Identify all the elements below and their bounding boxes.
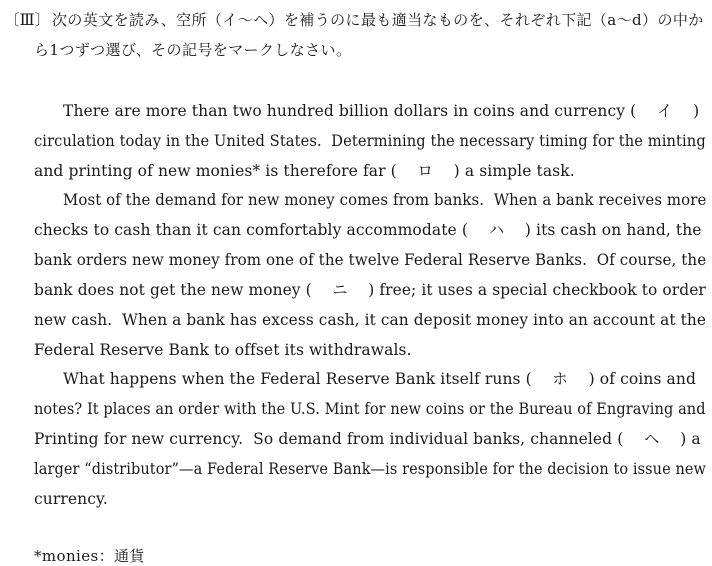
passage-line-12: Printing for new currency. So demand from individual banks, channeled ( ヘ ) a: [34, 430, 701, 448]
passage-line-14: currency.: [34, 490, 108, 508]
passage-line-9: Federal Reserve Bank to offset its withdrawals.: [34, 341, 412, 359]
passage-line-3: and printing of new monies* is therefore far ( ロ ) a simple task.: [34, 162, 575, 180]
instruction-line-2: ら1つずつ選び、その記号をマークしなさい。: [34, 41, 352, 59]
instruction-line-1: 次の英文を読み、空所（イ～ヘ）を補うのに最も適当なものを、それぞれ下記（a～d）の中か: [52, 11, 704, 29]
passage-line-5: checks to cash than it can comfortably accommodate ( ハ ) its cash on hand, the: [34, 221, 702, 239]
passage-line-1: There are more than two hundred billion dollars in coins and currency ( イ ): [63, 102, 700, 120]
section-marker: 〔Ⅲ〕: [4, 11, 51, 29]
passage-line-13: larger “distributor”—a Federal Reserve Bank—is responsible for the decision to issue new: [34, 460, 707, 478]
passage-line-2: circulation today in the United States. Determining the necessary timing for the minting: [34, 132, 706, 150]
passage-line-11: notes? It places an order with the U.S. Mint for new coins or the Bureau of Engraving and: [34, 400, 706, 418]
passage-line-10: What happens when the Federal Reserve Bank itself runs ( ホ ) of coins and: [63, 370, 696, 388]
passage-line-6: bank orders new money from one of the twelve Federal Reserve Banks. Of course, the: [34, 251, 707, 269]
passage-line-7: bank does not get the new money ( ニ ) free; it uses a special checkbook to order: [34, 281, 706, 299]
passage-line-8: new cash. When a bank has excess cash, it can deposit money into an account at the: [34, 311, 707, 329]
passage-line-4: Most of the demand for new money comes from banks. When a bank receives more: [63, 191, 707, 209]
footnote: *monies：通貨: [34, 547, 145, 565]
